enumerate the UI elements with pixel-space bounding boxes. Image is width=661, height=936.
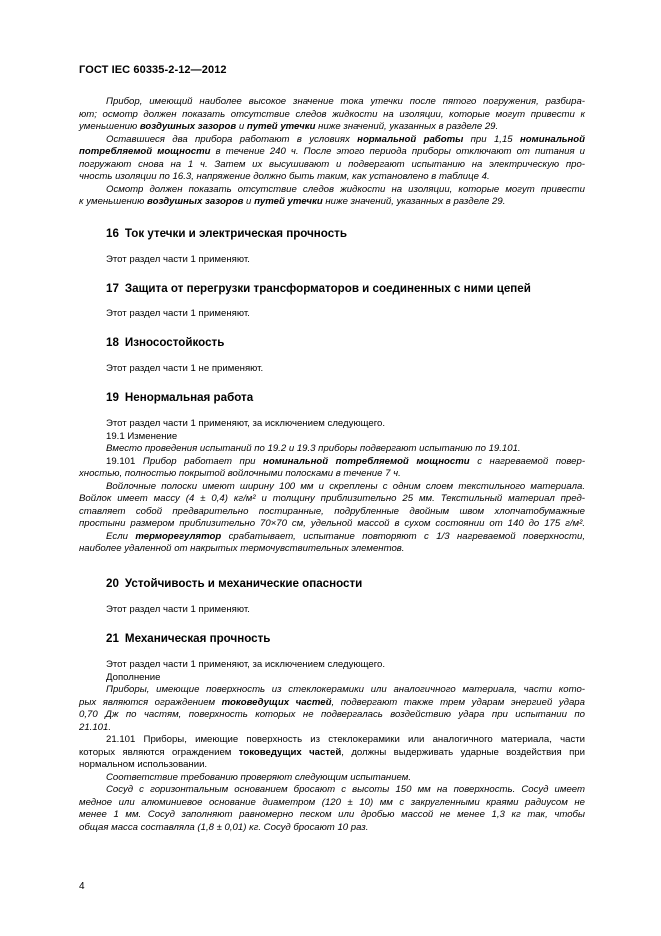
section-21-heading: 21 Механическая прочность <box>106 632 271 645</box>
intro-paragraph-1 <box>79 96 585 134</box>
intro-paragraph-2 <box>79 134 585 184</box>
text-line: потребляемой мощности в течение 240 ч. После этого периода приборы отключают от питания и <box>79 146 586 157</box>
text-line: погружают снова на 1 ч. Затем их высушивают и подвергают испытанию на электрическую про- <box>79 158 585 170</box>
text-line: простыни размером приблизительно 70×70 см, удельной массой в сухом состоянии от 140 до 175 г/м². <box>79 518 585 529</box>
text-line: чность изоляции по 16.3, напряжение должно быть таким, как установлено в таблице 4. <box>79 171 490 182</box>
text-line: Прибор, имеющий наиболее высокое значение тока утечки после пятого погружения, разбира- <box>106 96 585 107</box>
intro-paragraph-3 <box>79 184 585 209</box>
section-17-heading: 17 Защита от перегрузки трансформаторов и соединенных с ними цепей <box>106 282 531 295</box>
section-16-heading: 16 Ток утечки и электрическая прочность <box>106 227 347 240</box>
text-line: наиболее удаленной от накрытых термочувствительных элементов. <box>79 543 405 554</box>
page-number: 4 <box>79 881 85 892</box>
text-line: ставляет собой предварительно постиранные, подрубленные двойным швом хлопчатобумажные <box>79 505 585 517</box>
text-line: Осмотр должен показать отсутствие следов жидкости на изоляции, которые могут привести <box>106 183 585 195</box>
section-18-text: Этот раздел части 1 не применяют. <box>106 363 264 374</box>
section-19-heading: 19 Ненормальная работа <box>106 391 254 404</box>
text-line: ют; осмотр должен показать отсутствие следов жидкости на изоляции, которые могут привести к <box>79 108 585 120</box>
text-line: менее 1 мм. Сосуд заполняют равномерно песком или дробью массой не менее 1,3 кг так, чтобы <box>79 809 585 820</box>
standard-header: ГОСТ IEC 60335-2-12—2012 <box>79 64 227 76</box>
text-line: которых являются ограждением токоведущих частей, должны выдерживать ударные воздействия при <box>79 746 585 758</box>
clause-heading: 19.1 Изменение <box>106 430 178 442</box>
text-line: медное или алюминиевое основание диаметром (120 ± 10) мм с закругленными краями радиусом не <box>79 796 585 808</box>
section-16-text: Этот раздел части 1 применяют. <box>106 254 250 265</box>
text-line: 21.101. <box>79 721 112 733</box>
text-line: Если терморегулятор срабатывает, испытание повторяют с 1/3 нагреваемой поверхности, <box>106 530 585 542</box>
text-line: Сосуд с горизонтальным основанием бросают с высоты 150 мм на поверхность. Сосуд имеет <box>106 784 585 795</box>
section-21-body <box>79 659 585 834</box>
section-19-body <box>79 418 585 556</box>
text-line: Оставшиеся два прибора работают в условиях нормальной работы при 1,15 номинальной <box>106 133 585 145</box>
text-line: Войлок имеет массу (4 ± 0,4) кг/м² и толщину приблизительно 25 мм. Текстильный материал пред- <box>79 493 585 504</box>
section-18-heading: 18 Износостойкость <box>106 336 225 349</box>
section-20-text: Этот раздел части 1 применяют. <box>106 604 250 615</box>
text-line: Соответствие требованию проверяют следующим испытанием. <box>106 771 412 783</box>
text-line: Этот раздел части 1 применяют, за исключением следующего. <box>106 418 386 429</box>
text-line: 0,70 Дж по частям, поверхность которых не подвергалась воздействию удара при испытании по <box>79 709 585 720</box>
section-17-text: Этот раздел части 1 применяют. <box>106 308 250 319</box>
text-line: Войлочные полоски имеют ширину 100 мм и скреплены с одним слоем текстильного материала. <box>106 480 585 492</box>
clause-heading: Дополнение <box>106 671 161 683</box>
text-line: Вместо проведения испытаний по 19.2 и 19.3 приборы подвергают испытанию по 19.101. <box>106 443 521 454</box>
text-line: Этот раздел части 1 применяют, за исключением следующего. <box>106 659 386 670</box>
text-line: общая масса составляла (1,8 ± 0,01) кг. Сосуд бросают 10 раз. <box>79 821 369 833</box>
text-line: 19.101 Прибор работает при номинальной потребляемой мощности с нагреваемой повер- <box>106 455 586 467</box>
text-line: уменьшению воздушных зазоров и путей утечки ниже значений, указанных в разделе 29. <box>79 121 499 132</box>
text-line: хностью, полностью покрытой войлочными полосками в течение 7 ч. <box>79 468 401 479</box>
text-line: 21.101 Приборы, имеющие поверхность из стеклокерамики или аналогичного материала, части <box>106 734 585 745</box>
text-line: нормальном использовании. <box>79 759 208 770</box>
text-line: Приборы, имеющие поверхность из стеклокерамики или аналогичного материала, части кото- <box>106 684 585 695</box>
text-line: к уменьшению воздушных зазоров и путей утечки ниже значений, указанных в разделе 29. <box>79 196 506 207</box>
text-line: рых являются ограждением токоведущих частей, подвергают также трем ударам энергией удара <box>79 696 585 708</box>
section-20-heading: 20 Устойчивость и механические опасности <box>106 577 363 590</box>
